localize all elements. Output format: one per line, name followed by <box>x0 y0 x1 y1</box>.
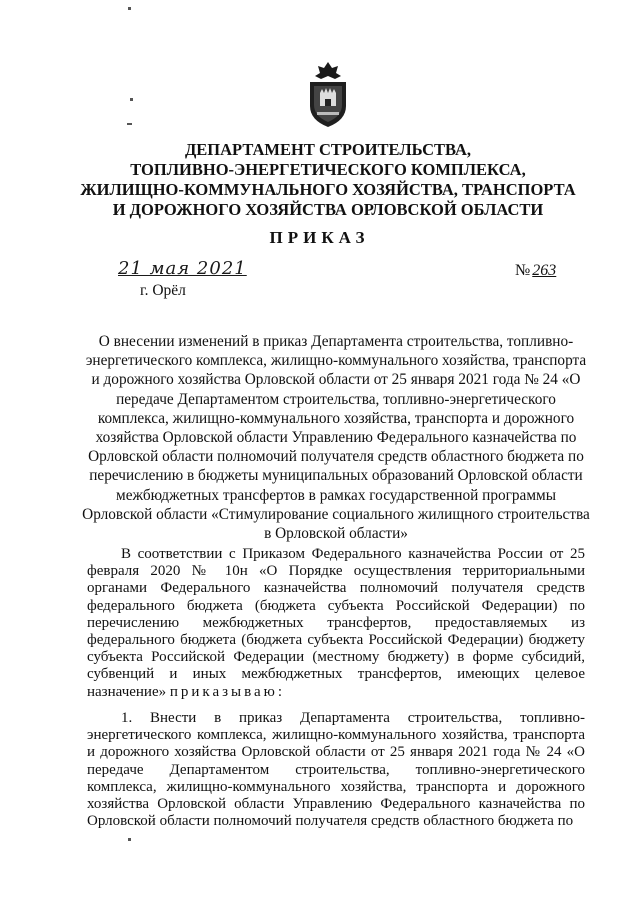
order-subject: О внесении изменений в приказ Департамента строительства, топливно-энергетического комплекса, жилищно-коммунального хозяйства, транспорта и дорожного хозяйства Орловской области от 25 января 2021 года № 24 «О передаче Департаментом строительства, топливно-энергетического комплекса, жилищно-коммунального хозяйства, транспорта и дорожного хозяйства Орловской области Управлению Федерального казначейства по Орловской области полномочий получателя средств областного бюджета по перечислению в бюджеты муниципальных образований Орловской области межбюджетных трансфертов в рамках государственной программы Орловской области «Стимулирование социального жилищного строительства в Орловской области» <box>82 333 590 543</box>
order-number-handwritten: 263 <box>532 262 557 279</box>
department-line: И ДОРОЖНОГО ХОЗЯЙСТВА ОРЛОВСКОЙ ОБЛАСТИ <box>112 200 544 219</box>
department-header <box>60 140 596 220</box>
coat-of-arms-emblem <box>303 60 353 130</box>
order-date-handwritten: 21 мая 2021 <box>118 258 247 279</box>
scan-speck <box>130 98 133 101</box>
department-line: ТОПЛИВНО-ЭНЕРГЕТИЧЕСКОГО КОМПЛЕКСА, <box>130 160 526 179</box>
order-title: ПРИКАЗ <box>269 228 370 247</box>
order-number <box>515 262 556 280</box>
department-line: ДЕПАРТАМЕНТ СТРОИТЕЛЬСТВА, <box>184 140 472 159</box>
number-label: № <box>515 262 531 279</box>
command-word: приказываю: <box>169 683 286 700</box>
city-name: г. Орёл <box>140 282 186 299</box>
scan-speck <box>128 838 131 841</box>
paragraph-preamble <box>87 546 585 701</box>
scan-speck <box>127 123 132 125</box>
department-line: ЖИЛИЩНО-КОММУНАЛЬНОГО ХОЗЯЙСТВА, ТРАНСПОРТА <box>80 180 576 199</box>
scan-speck <box>128 7 131 10</box>
paragraph-item-1: 1. Внести в приказ Департамента строительства, топливно-энергетического комплекса, жилищно-коммунального хозяйства, транспорта и дорожного хозяйства Орловской области от 25 января 2021 года № 24 «О передаче Департаментом строительства, топливно-энергетического комплекса, жилищно-коммунального хозяйства, транспорта и дорожного хозяйства Орловской области Управлению Федерального казначейства по Орловской области полномочий получателя средств областного бюджета по <box>87 710 585 830</box>
preamble-text: В соответствии с Приказом Федерального казначейства России от 25 февраля 2020 № 10н «О Порядке осуществления территориальными органами Федерального казначейства полномочий получателя средств федерального бюджета (бюджета субъекта Российской Федерации) по перечислению межбюджетных трансфертов, предоставляемых из федерального бюджета (бюджета субъекта Российской Федерации) бюджету субъекта Российской Федерации (местному бюджету) в форме субсидий, субвенций и иных межбюджетных трансфертов, имеющих целевое назначение» <box>87 546 585 700</box>
